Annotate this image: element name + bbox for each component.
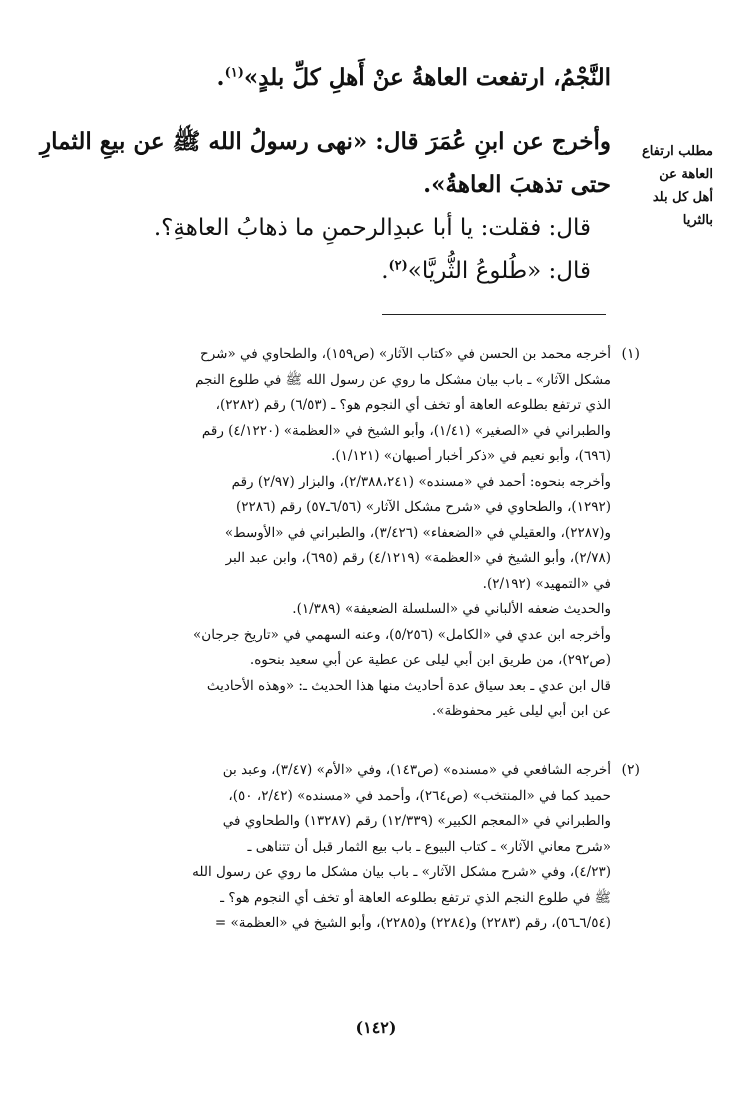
footnote-line: مشكل الآثار» ـ باب بيان مشكل ما روي عن رسول الله ﷺ في طلوع النجم <box>195 371 611 388</box>
footnote-line: (١٢٩٢)، والطحاوي في «شرح مشكل الآثار» (٦/٥٦ـ٥٧) رقم (٢٢٨٦) <box>236 499 611 515</box>
main-text-line-1 <box>217 64 611 92</box>
margin-note-line: العاهة عن <box>659 167 713 182</box>
footnote-line: وأخرجه بنحوه: أحمد في «مسنده» (٢/٣٨٨،٢٤١)، والبزار (٢/٩٧) رقم <box>231 473 611 490</box>
main-text-line-2: وأخرج عن ابنِ عُمَرَ قال: «نهى رسولُ الله ﷺ عن بيعِ الثمارِ <box>40 128 611 155</box>
footnote-line: الذي ترتفع بطلوعه العاهة أو تخف أي النجوم هو؟ ـ (٦/٥٣) رقم (٢٢٨٢)، <box>215 397 611 413</box>
margin-note-line: مطلب ارتفاع <box>641 144 713 159</box>
footnote-line: قال ابن عدي ـ بعد سياق عدة أحاديث منها هذا الحديث ـ: «وهذه الأحاديث <box>206 677 611 694</box>
footnote-separator <box>382 314 606 315</box>
main-text-line-3: حتى تذهبَ العاهةُ». <box>423 171 611 198</box>
footnote-number-1: (١) <box>621 346 640 362</box>
footnote-2 <box>15 758 611 937</box>
footnote-line: (٤/٢٣)، وفي «شرح مشكل الآثار» ـ باب بيان مشكل ما روي عن رسول الله <box>192 864 611 880</box>
footnote-line: أخرجه محمد بن الحسن في «كتاب الآثار» (ص١٥٩)، والطحاوي في «شرح <box>200 346 611 362</box>
footnote-ref-2: (٢) <box>388 258 408 274</box>
main-text-line-5-body: قال: «طُلوعُ الثُّريَّا» <box>407 258 591 284</box>
main-text-line-1-body: النَّجْمُ، ارتفعت العاهةُ عنْ أَهلِ كلِّ بلدٍ» <box>243 64 611 91</box>
main-text-line-4: قال: فقلت: يا أبا عبدِالرحمنِ ما ذهابُ العاهةِ؟. <box>153 215 591 241</box>
footnote-line: والطبراني في «المعجم الكبير» (١٢/٣٣٩) رقم (١٣٢٨٧) والطحاوي في <box>222 813 611 829</box>
main-text-line-5 <box>381 258 591 286</box>
footnote-line: و(٢٢٨٧)، والعقيلي في «الضعفاء» (٣/٤٢٦)، والطبراني في «الأوسط» <box>224 524 611 541</box>
footnote-line: ﷺ في طلوع النجم الذي ترتفع بطلوعه العاهة أو تخف أي النجوم هو؟ ـ <box>220 889 611 906</box>
footnote-line: (٦٩٦)، وأبو نعيم في «ذكر أخبار أصبهان» (١/١٢١). <box>331 448 611 464</box>
main-text-line-5-end: . <box>381 258 389 284</box>
page-number: (١٤٢) <box>355 1018 397 1037</box>
footnote-line: (٢/٧٨)، وأبو الشيخ في «العظمة» (٤/١٢١٩) رقم (٦٩٥)، وابن عبد البر <box>225 550 611 566</box>
footnote-line: حميد كما في «المنتخب» (ص٢٦٤)، وأحمد في «مسنده» (٢/٤٢، ٥٠)، <box>228 787 611 804</box>
footnote-line: «شرح معاني الآثار» ـ كتاب البيوع ـ باب بيع الثمار قبل أن تتناهى ـ <box>247 838 611 855</box>
footnote-ref-1: (١) <box>224 65 244 81</box>
footnote-line: والحديث ضعفه الألباني في «السلسلة الضعيفة» (١/٣٨٩). <box>292 601 611 617</box>
footnote-line: عن ابن أبي ليلى غير محفوظة». <box>431 703 611 719</box>
main-text-line-1-end: . <box>216 64 225 91</box>
footnote-line: أخرجه الشافعي في «مسنده» (ص١٤٣)، وفي «الأم» (٣/٤٧)، وعبد بن <box>222 762 611 778</box>
margin-note <box>635 140 713 232</box>
margin-note-line: أهل كل بلد <box>652 190 713 205</box>
footnote-line: في «التمهيد» (٢/١٩٢). <box>482 575 611 592</box>
margin-note-line: بالثريا <box>682 213 713 228</box>
footnote-number-2: (٢) <box>621 762 640 778</box>
footnote-1 <box>15 342 611 725</box>
footnote-line: (٦/٥٤ـ٥٦)، رقم (٢٢٨٣) و(٢٢٨٤) و(٢٢٨٥)، وأبو الشيخ في «العظمة» = <box>214 915 611 931</box>
footnote-line: (ص٢٩٢)، من طريق ابن أبي ليلى عن عطية عن أبي سعيد بنحوه. <box>249 652 611 668</box>
footnote-line: والطبراني في «الصغير» (١/٤١)، وأبو الشيخ في «العظمة» (٤/١٢٢٠) رقم <box>201 422 611 439</box>
footnote-line: وأخرجه ابن عدي في «الكامل» (٥/٢٥٦)، وعنه السهمي في «تاريخ جرجان» <box>193 626 611 643</box>
